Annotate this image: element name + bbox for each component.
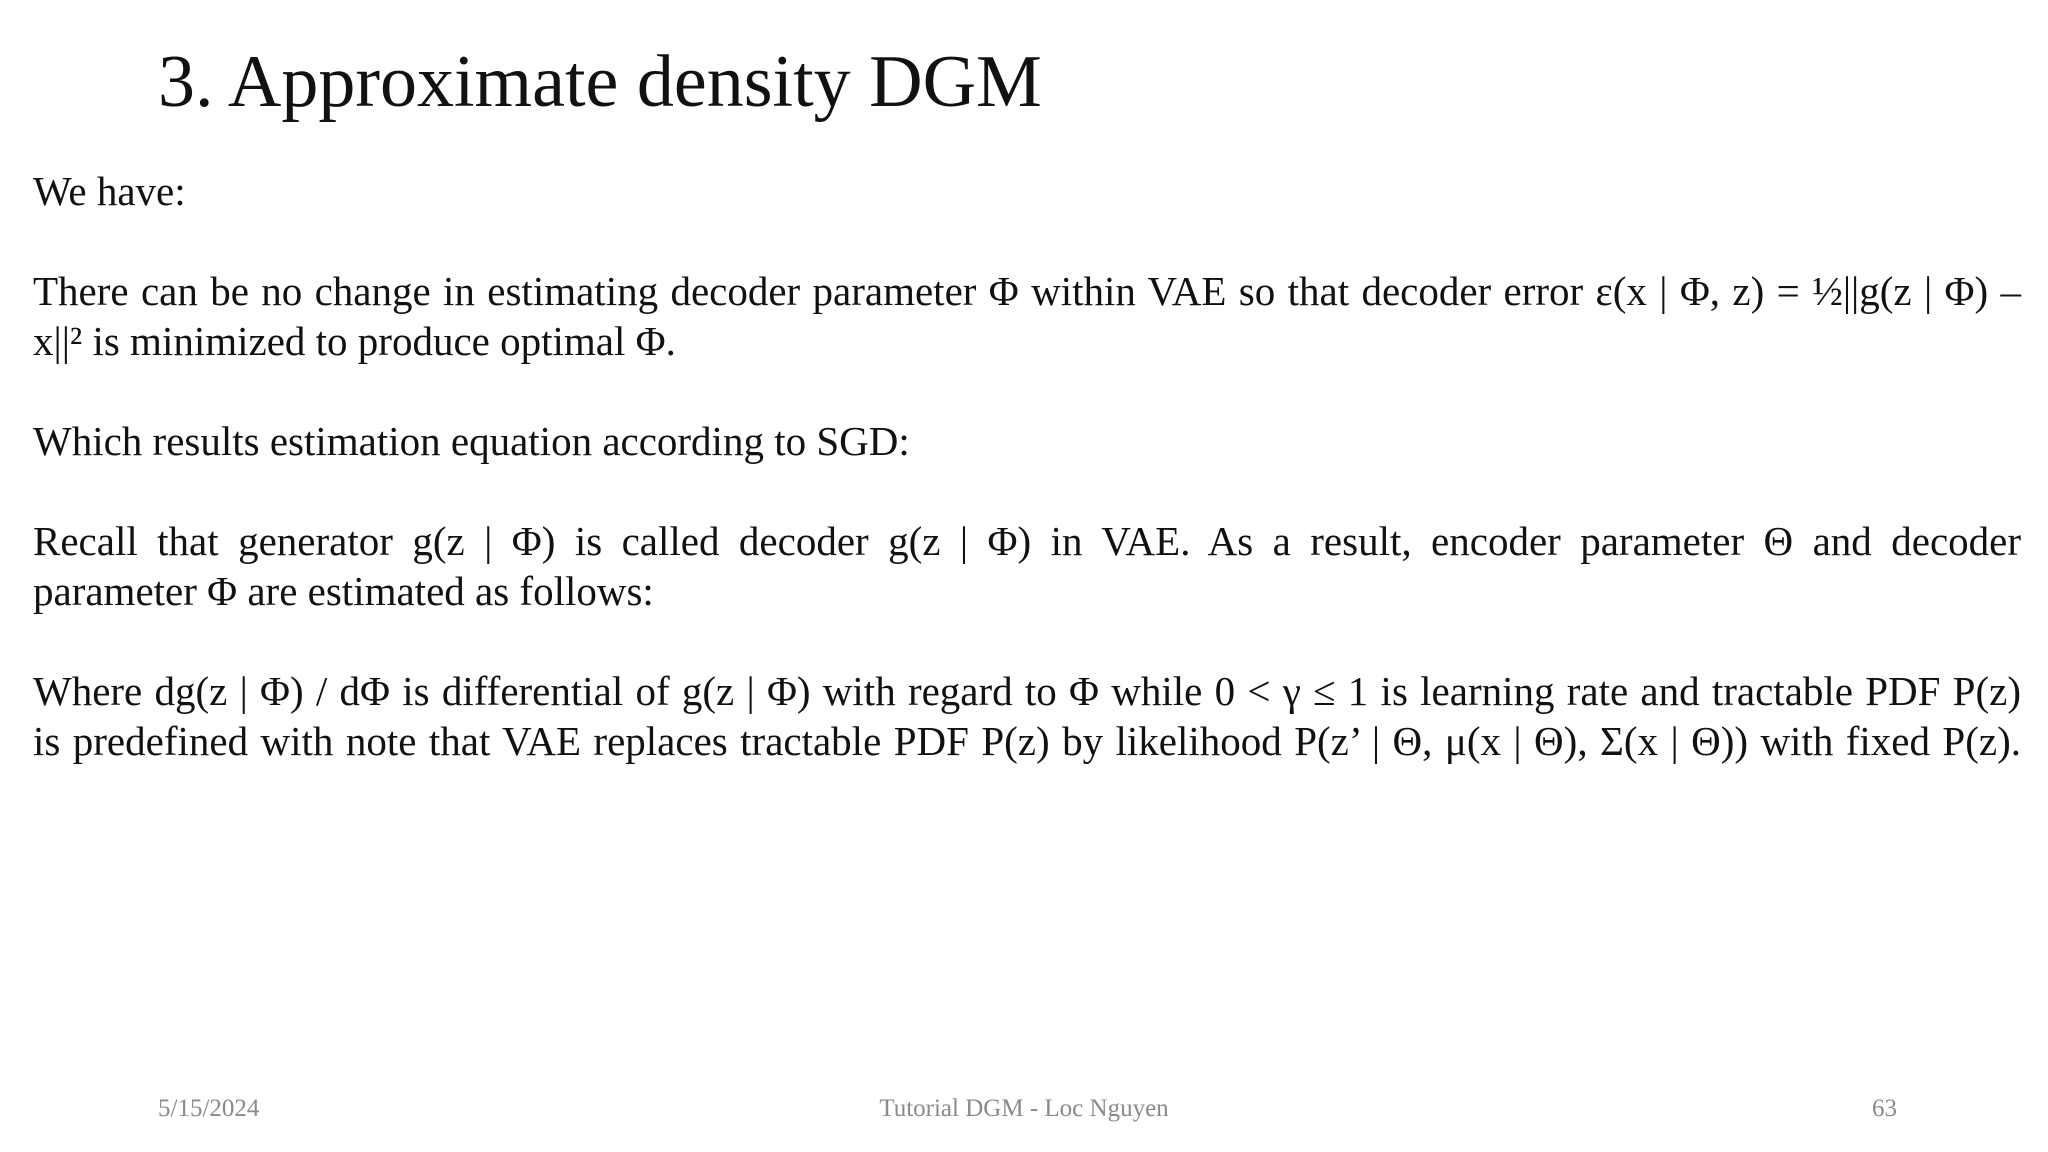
page-number: 63 (1872, 1095, 1897, 1122)
paragraph-line: Where dg(z | Φ) / dΦ is differential of g(z | Φ) with regard to Φ while 0 < γ ≤ 1 is learning rate and tractable PDF P(z) (33, 668, 2021, 714)
paragraph-line: x||² is minimized to produce optimal Φ. (33, 318, 676, 364)
paragraph-line: is predefined with note that VAE replaces tractable PDF P(z) by likelihood P(z’ | Θ, μ(x | Θ), Σ(x | Θ)) with fixed P(z). (33, 718, 2021, 764)
paragraph-line: parameter Φ are estimated as follows: (33, 568, 654, 614)
paragraph-line: We have: (33, 168, 186, 214)
paragraph-sgd (33, 416, 2021, 466)
slide-title: 3. Approximate density DGM (158, 41, 1042, 123)
paragraph-decoder-error (33, 266, 2021, 366)
paragraph-recall (33, 516, 2021, 616)
paragraph-where (33, 666, 2021, 766)
paragraph-line: Which results estimation equation according to SGD: (33, 418, 910, 464)
footer-title: Tutorial DGM - Loc Nguyen (879, 1095, 1169, 1122)
footer-date: 5/15/2024 (158, 1095, 260, 1122)
paragraph-line: Recall that generator g(z | Φ) is called decoder g(z | Φ) in VAE. As a result, encoder parameter Θ and decoder (33, 518, 2021, 564)
paragraph-line: There can be no change in estimating decoder parameter Φ within VAE so that decoder error ε(x | Φ, z) = ½||g(z | Φ) – (33, 268, 2021, 314)
paragraph-we-have (33, 166, 2021, 216)
